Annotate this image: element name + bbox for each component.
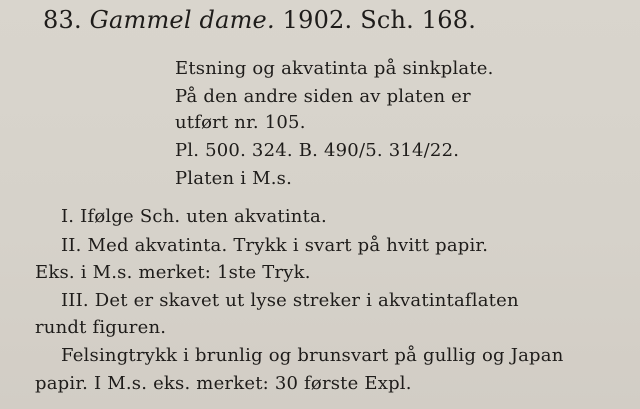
state-line: Eks. i M.s. merket: 1ste Tryk. <box>35 262 311 283</box>
description-line: På den andre siden av platen er <box>175 86 471 107</box>
state-line: III. Det er skavet ut lyse streker i akvatintaflaten <box>61 290 519 311</box>
entry-number: 83. <box>43 6 82 34</box>
state-line: I. Ifølge Sch. uten akvatinta. <box>61 206 327 227</box>
entry-title: Gammel dame. <box>89 6 275 34</box>
entry-heading <box>43 6 476 34</box>
description-line: Etsning og akvatinta på sinkplate. <box>175 58 494 79</box>
description-line: Platen i M.s. <box>175 168 292 189</box>
state-line: Felsingtrykk i brunlig og brunsvart på gullig og Japan <box>61 345 564 366</box>
state-line: rundt figuren. <box>35 317 167 338</box>
description-line: Pl. 500. 324. B. 490/5. 314/22. <box>175 140 460 161</box>
state-line: II. Med akvatinta. Trykk i svart på hvitt papir. <box>61 235 489 256</box>
state-line: papir. I M.s. eks. merket: 30 første Expl. <box>35 373 412 394</box>
entry-year: 1902. <box>282 6 353 34</box>
entry-reference: Sch. 168. <box>360 6 477 34</box>
description-line: utført nr. 105. <box>175 112 306 133</box>
